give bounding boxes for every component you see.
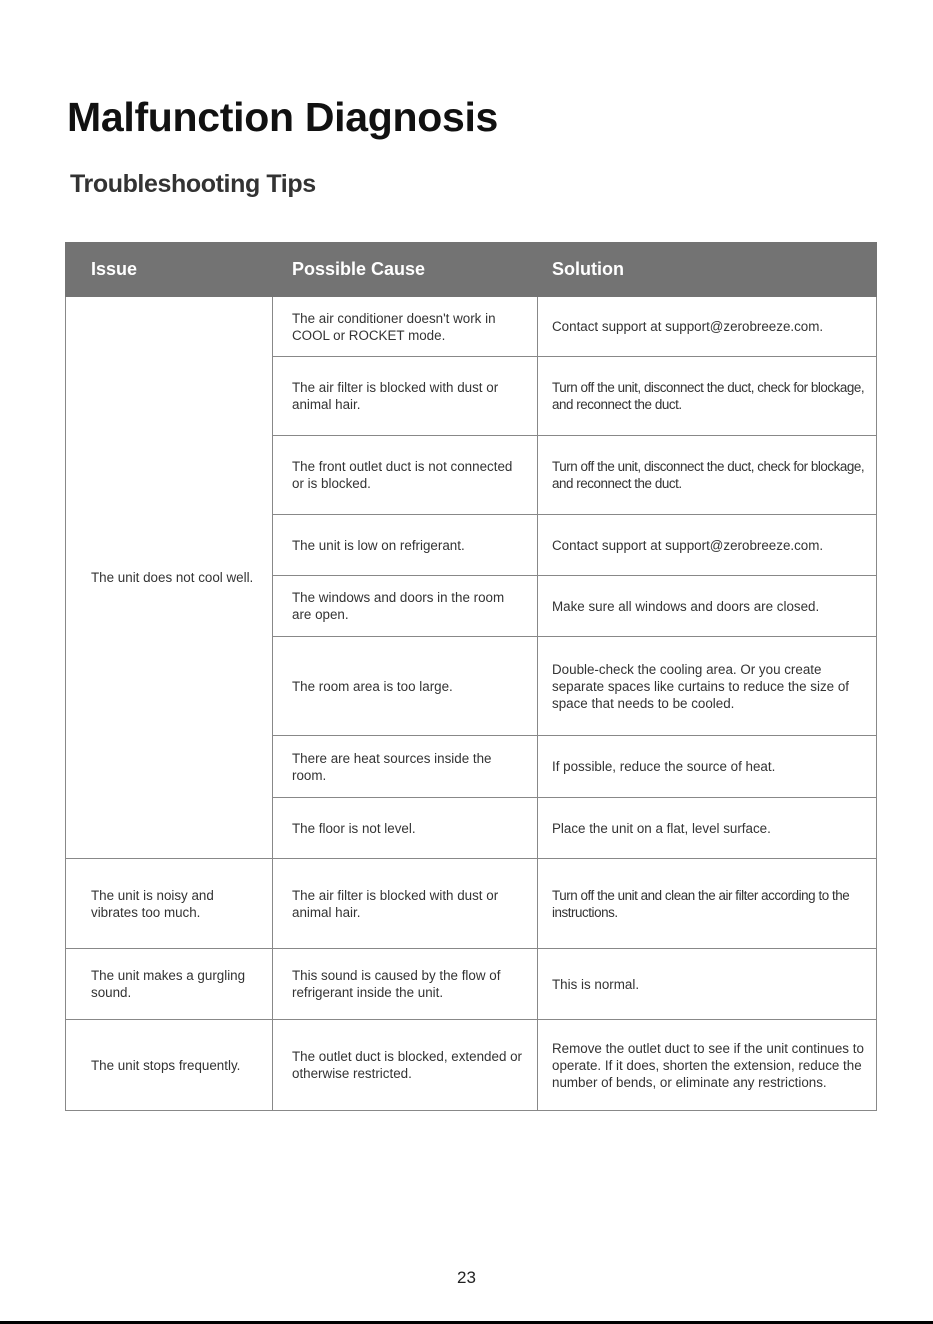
solution-cell: Place the unit on a flat, level surface.: [538, 798, 877, 859]
solution-cell: Turn off the unit and clean the air filter according to the instructions.: [538, 859, 877, 949]
troubleshooting-table: [65, 242, 877, 1111]
cause-cell: The front outlet duct is not connected or is blocked.: [273, 436, 538, 515]
cause-cell: There are heat sources inside the room.: [273, 736, 538, 798]
page-number: 23: [457, 1268, 476, 1287]
solution-cell: Make sure all windows and doors are closed.: [538, 576, 877, 637]
solution-cell: If possible, reduce the source of heat.: [538, 736, 877, 798]
solution-cell: Contact support at support@zerobreeze.com.: [538, 515, 877, 576]
header-solution: Solution: [538, 243, 877, 297]
cause-cell: The air filter is blocked with dust or animal hair.: [273, 859, 538, 949]
solution-cell: This is normal.: [538, 949, 877, 1020]
cause-cell: The unit is low on refrigerant.: [273, 515, 538, 576]
table-row: [66, 859, 877, 949]
cause-cell: The air filter is blocked with dust or animal hair.: [273, 357, 538, 436]
cause-cell: The outlet duct is blocked, extended or otherwise restricted.: [273, 1020, 538, 1111]
solution-cell: Turn off the unit, disconnect the duct, check for blockage, and reconnect the duct.: [538, 436, 877, 515]
solution-cell: Turn off the unit, disconnect the duct, check for blockage, and reconnect the duct.: [538, 357, 877, 436]
cause-cell: The air conditioner doesn't work in COOL or ROCKET mode.: [273, 297, 538, 357]
solution-cell: Contact support at support@zerobreeze.com.: [538, 297, 877, 357]
issue-cell: The unit is noisy and vibrates too much.: [66, 859, 273, 949]
header-possible-cause: Possible Cause: [273, 243, 538, 297]
issue-cell: The unit makes a gurgling sound.: [66, 949, 273, 1020]
solution-cell: Double-check the cooling area. Or you create separate spaces like curtains to reduce the size of space that needs to be cooled.: [538, 637, 877, 736]
cause-cell: This sound is caused by the flow of refrigerant inside the unit.: [273, 949, 538, 1020]
header-issue: Issue: [66, 243, 273, 297]
cause-cell: The room area is too large.: [273, 637, 538, 736]
table-header-row: [66, 243, 877, 297]
issue-cell: The unit stops frequently.: [66, 1020, 273, 1111]
table-row: [66, 949, 877, 1020]
table-row: [66, 1020, 877, 1111]
issue-cell: The unit does not cool well.: [66, 297, 273, 859]
table-row: [66, 297, 877, 357]
section-title: Troubleshooting Tips: [70, 170, 316, 198]
cause-cell: The windows and doors in the room are open.: [273, 576, 538, 637]
cause-cell: The floor is not level.: [273, 798, 538, 859]
page-title: Malfunction Diagnosis: [67, 94, 499, 140]
solution-cell: Remove the outlet duct to see if the unit continues to operate. If it does, shorten the extension, reduce the number of bends, or eliminate any restrictions.: [538, 1020, 877, 1111]
